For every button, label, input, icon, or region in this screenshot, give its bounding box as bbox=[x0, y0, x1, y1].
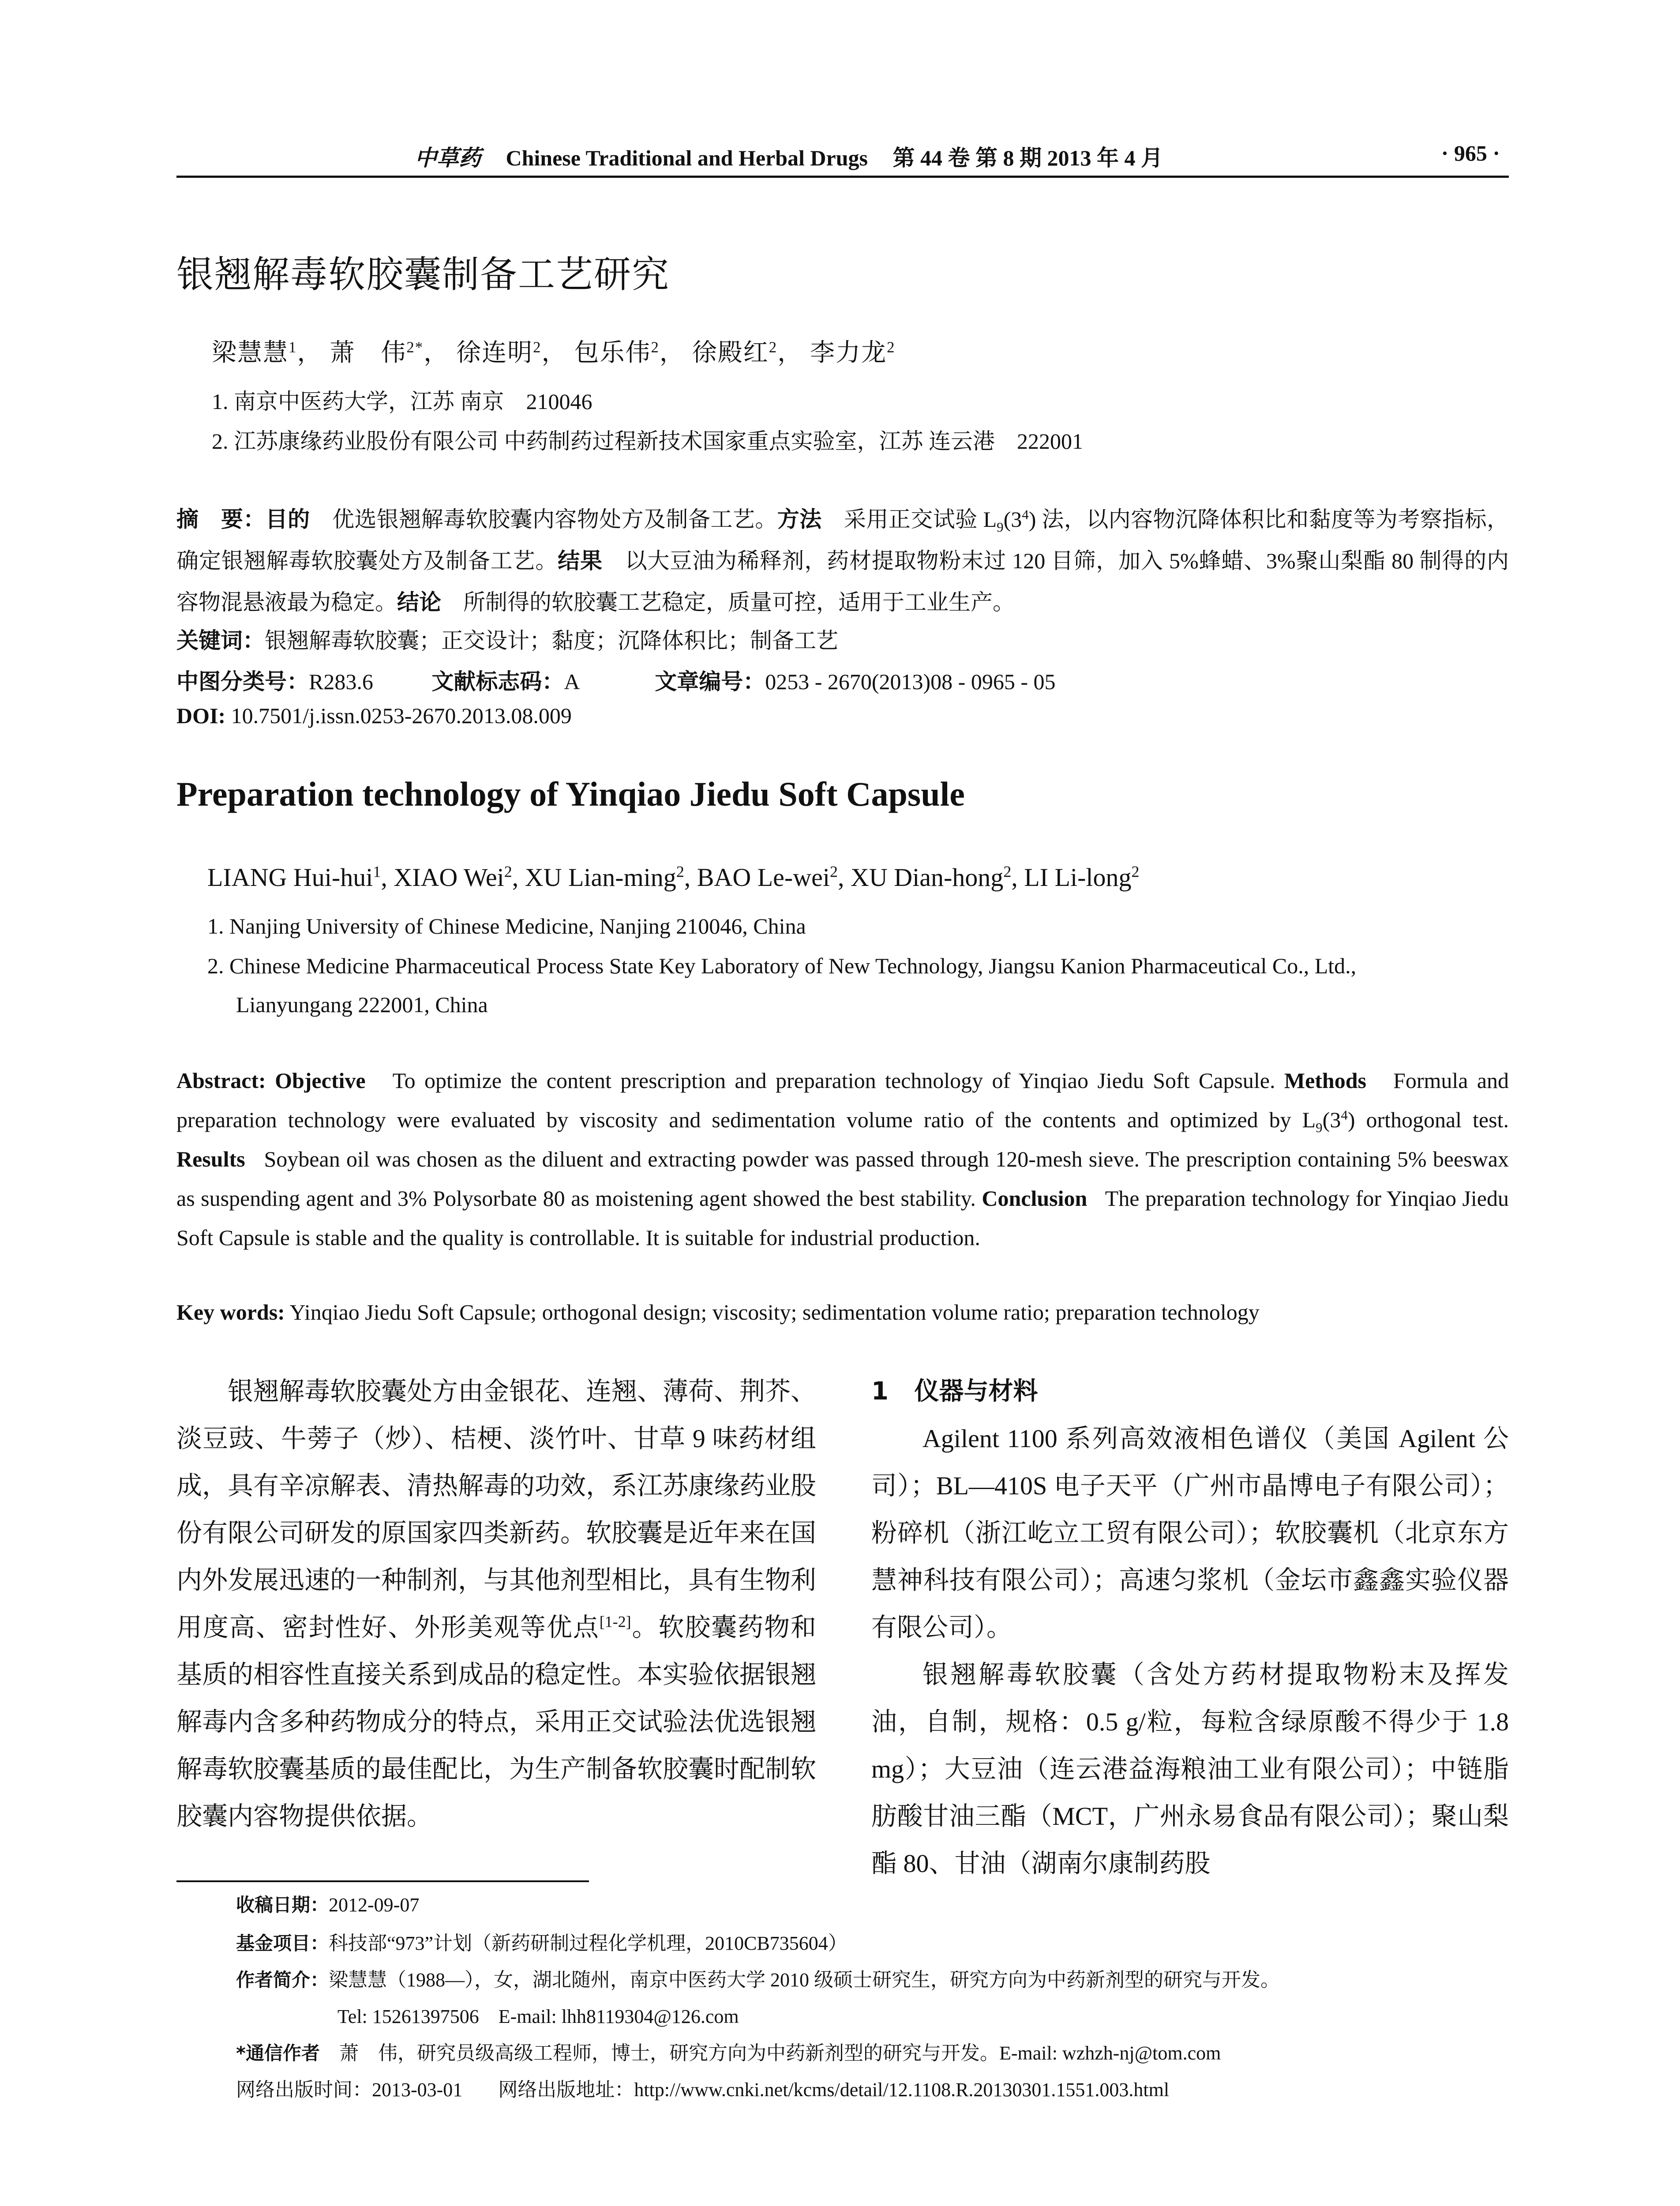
section-heading: 1 仪器与材料 bbox=[871, 1377, 1038, 1406]
footnote-author-contact: Tel: 15261397506 E-mail: lhh8119304@126.com bbox=[338, 2006, 739, 2027]
intro-paragraph: 银翘解毒软胶囊处方由金银花、连翘、薄荷、荆芥、淡豆豉、牛蒡子（炒）、桔梗、淡竹叶、甘草 9 味药材组成，具有辛凉解表、清热解毒的功效，系江苏康缘药业股份有限公司研发的原国家四类新药。软胶囊是近年来在国内外发展迅速的一种制剂，与其他剂型相比，具有生物利用度高、密封性好、外形美观等优点[1-2]。软胶囊药物和基质的相容性直接关系到成品的稳定性。本实验依据银翘解毒内含多种药物成分的特点，采用正交试验法优选银翘解毒软胶囊基质的最佳配比，为生产制备软胶囊时配制软胶囊内容物提供依据。 bbox=[176, 1377, 817, 1831]
keywords-cn: 关键词：银翘解毒软胶囊；正交设计；黏度；沉降体积比；制备工艺 bbox=[176, 628, 838, 653]
header-rule bbox=[176, 176, 1509, 178]
running-header bbox=[176, 137, 1509, 176]
title-en: Preparation technology of Yinqiao Jiedu Soft Capsule bbox=[176, 775, 965, 813]
keywords-en: Key words: Yinqiao Jiedu Soft Capsule; orthogonal design; viscosity; sedimentation volume ratio; preparation technology bbox=[176, 1300, 1260, 1324]
affiliation-en-2: 2. Chinese Medicine Pharmaceutical Process State Key Laboratory of New Technology, Jiangsu Kanion Pharmaceutical Co., Ltd., bbox=[207, 953, 1357, 978]
title-cn: 银翘解毒软胶囊制备工艺研究 bbox=[176, 253, 670, 296]
authors-en: LIANG Hui-hui$^1$, XIAO Wei$^2$, XU Lian-ming$^2$, BAO Le-wei$^2$, XU Dian-hong$^2$, LI Li-long$^2$ bbox=[207, 863, 1140, 892]
footnote-received: 收稿日期：2012-09-07 bbox=[236, 1894, 420, 1916]
author-cn-6: 李力龙 bbox=[810, 339, 887, 367]
affiliation-cn-2: 2. 江苏康缘药业股份有限公司 中药制药过程新技术国家重点实验室，江苏 连云港 222001 bbox=[212, 429, 1083, 454]
abstract-en: Abstract: Objective To optimize the content prescription and preparation technology of Yinqiao Jiedu Soft Capsule. Methods Formula and preparation technology were evaluated by viscosity and sedimentation volume ratio of the contents and optimized by $L_9(3^4)$ orthogonal test. Results Soybean oil was chosen as the diluent and extracting powder was passed through 120-mesh sieve. The prescription containing 5% beeswax as suspending agent and 3% Polysorbate 80 as moistening agent showed the best stability. Conclusion The preparation technology for Yinqiao Jiedu Soft Capsule is stable and the quality is controllable. It is suitable for industrial production. bbox=[176, 1068, 1509, 1250]
affiliation-cn-1: 1. 南京中医药大学，江苏 南京 210046 bbox=[212, 389, 592, 414]
journal-name-en: Chinese Traditional and Herbal Drugs bbox=[506, 146, 868, 170]
materials-paragraph: 银翘解毒软胶囊（含处方药材提取物粉末及挥发油，自制，规格：0.5 g/粒，每粒含绿原酸不得少于 1.8 mg）；大豆油（连云港益海粮油工业有限公司）；中链脂肪酸甘油三酯（MCT，广州永易食品有限公司）；聚山梨酯 80、甘油（湖南尔康制药股 bbox=[871, 1660, 1509, 1878]
journal-issue: 第 44 卷 第 8 期 2013 年 4 月 bbox=[892, 146, 1163, 170]
doi-line: DOI: 10.7501/j.issn.0253-2670.2013.08.009 bbox=[176, 703, 572, 728]
abstract-cn: 摘 要：目的 优选银翘解毒软胶囊内容物处方及制备工艺。方法 采用正交试验 $L_9(3^4)$ 法，以内容物沉降体积比和黏度等为考察指标，确定银翘解毒软胶囊处方及制备工艺。结果 以大豆油为稀释剂，药材提取物粉末过 120 目筛，加入 5%蜂蜡、3%聚山梨酯 80 制得的内容物混悬液最为稳定。结论 所制得的软胶囊工艺稳定，质量可控，适用于工业生产。 bbox=[176, 506, 1509, 615]
footnote-rule bbox=[176, 1880, 589, 1882]
affiliation-en-2-cont: Lianyungang 222001, China bbox=[236, 992, 488, 1017]
body-right-column bbox=[871, 1368, 1509, 1887]
affiliation-en-1: 1. Nanjing University of Chinese Medicine, Nanjing 210046, China bbox=[207, 914, 806, 938]
authors-cn: 梁慧慧$^1$， 萧 伟$^{2*}$， 徐连明$^2$， 包乐伟$^2$， 徐殿红$^2$， 李力龙$^2$ bbox=[212, 338, 896, 367]
body-left-column bbox=[176, 1368, 816, 1840]
author-cn-2: 萧 伟 bbox=[330, 339, 407, 367]
footnote-author: 作者简介：梁慧慧（1988—），女，湖北随州，南京中医药大学 2010 级硕士研究生，研究方向为中药新剂型的研究与开发。 bbox=[236, 1969, 1280, 1991]
instruments-paragraph: Agilent 1100 系列高效液相色谱仪（美国 Agilent 公司）；BL—410S 电子天平（广州市晶博电子有限公司）；粉碎机（浙江屹立工贸有限公司）；软胶囊机（北京东方慧神科技有限公司）；高速匀浆机（金坛市鑫鑫实验仪器有限公司）。 bbox=[871, 1424, 1509, 1642]
author-cn-4: 包乐伟 bbox=[574, 339, 651, 367]
author-cn-5: 徐殿红 bbox=[692, 339, 769, 367]
author-cn-3: 徐连明 bbox=[456, 339, 533, 367]
journal-name-cn: 中草药 bbox=[415, 145, 481, 171]
page-number: · 965 · bbox=[1441, 141, 1500, 165]
footnote-fund: 基金项目：科技部“973”计划（新药研制过程化学机理，2010CB735604） bbox=[236, 1932, 848, 1954]
classification-line: 中图分类号：R283.6 文献标志码：A 文章编号：0253 - 2670(2013)08 - 0965 - 05 bbox=[176, 669, 1056, 694]
footnote-online: 网络出版时间：2013-03-01 网络出版地址：http://www.cnki.net/kcms/detail/12.1108.R.20130301.1551.003.html bbox=[236, 2079, 1170, 2101]
author-cn-1: 梁慧慧 bbox=[212, 339, 289, 367]
footnote-corresponding: *通信作者 萧 伟，研究员级高级工程师，博士，研究方向为中药新剂型的研究与开发。E-mail: wzhzh-nj@tom.com bbox=[236, 2042, 1221, 2064]
journal-name bbox=[415, 140, 1163, 172]
